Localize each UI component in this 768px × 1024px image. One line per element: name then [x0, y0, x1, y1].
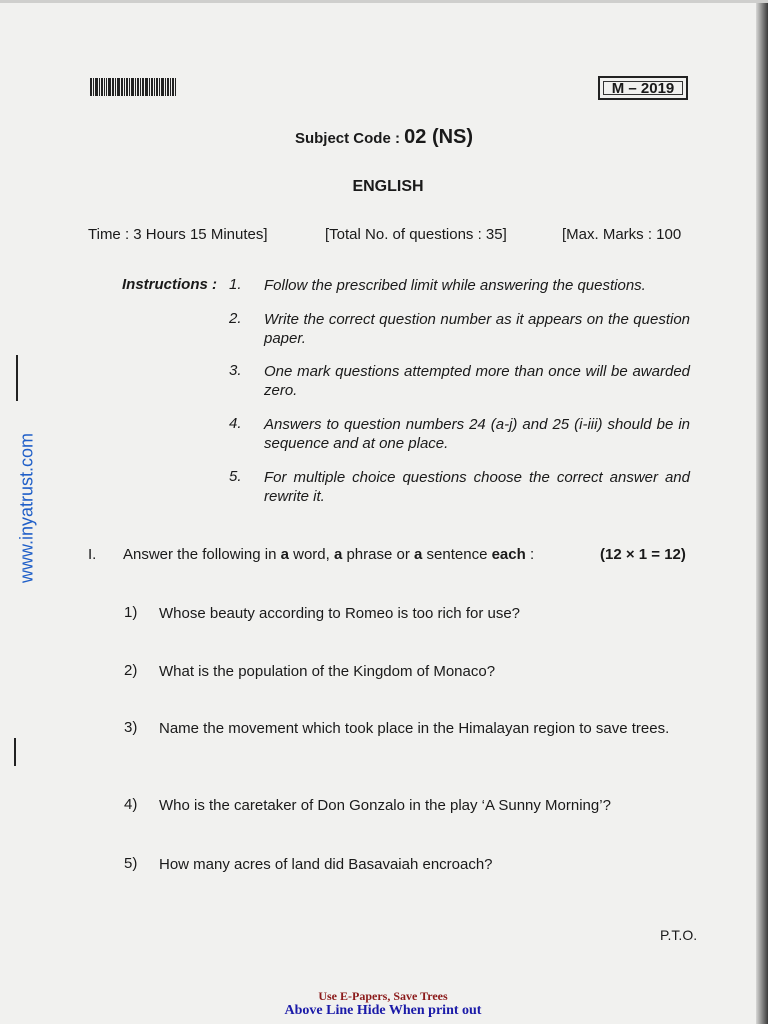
subject-code-label: Subject Code : — [294, 130, 400, 147]
subject-title: ENGLISH — [352, 178, 424, 195]
page-edge-top — [0, 0, 768, 3]
time-info: Time : 3 Hours 15 Minutes] — [88, 226, 268, 243]
page-edge-right — [756, 0, 768, 1024]
instruction-number: 5. — [229, 468, 242, 485]
footer-line-2: Above Line Hide When print out — [284, 1003, 482, 1018]
question-text: How many acres of land did Basavaiah encroach? — [159, 856, 493, 873]
margin-mark-bottom — [14, 738, 16, 766]
instruction-number: 2. — [229, 310, 242, 327]
question-text: What is the population of the Kingdom of Monaco? — [159, 663, 496, 680]
please-turn-over: P.T.O. — [660, 927, 698, 943]
section-number: I. — [88, 546, 97, 563]
instructions-label: Instructions : — [122, 276, 218, 293]
exam-code: M – 2019 — [611, 79, 675, 97]
question-text: Whose beauty according to Romeo is too rich for use? — [159, 605, 521, 622]
subject-code-value: 02 (NS) — [404, 126, 474, 148]
instruction-text: For multiple choice questions choose the correct answer and rewrite it. — [264, 469, 690, 505]
question-number: 5) — [124, 855, 138, 872]
barcode — [90, 78, 188, 96]
subject-code-line — [0, 126, 768, 149]
max-marks-info: [Max. Marks : 100 — [562, 226, 682, 243]
question-number: 4) — [124, 796, 138, 813]
question-text: Name the movement which took place in the Himalayan region to save trees. — [159, 720, 670, 737]
exam-code-box — [598, 76, 688, 100]
margin-mark-top — [16, 355, 18, 401]
instruction-number: 3. — [229, 362, 242, 379]
footer-line-1: Use E-Papers, Save Trees — [318, 989, 448, 1003]
watermark-url[interactable]: www.inyatrust.com — [16, 432, 37, 584]
instruction-text: Answers to question numbers 24 (a-j) and 25 (i-iii) should be in sequence and at one place. — [264, 416, 690, 452]
question-number: 2) — [124, 662, 138, 679]
instruction-text: One mark questions attempted more than once will be awarded zero. — [264, 363, 690, 399]
instruction-text: Write the correct question number as it appears on the question paper. — [264, 311, 690, 347]
instruction-number: 4. — [229, 415, 242, 432]
section-marks: (12 × 1 = 12) — [600, 546, 686, 563]
question-number: 3) — [124, 719, 138, 736]
question-text: Who is the caretaker of Don Gonzalo in the play ‘A Sunny Morning’? — [159, 797, 611, 814]
section-instruction: Answer the following in a word, a phrase or a sentence each : — [123, 546, 535, 563]
total-questions-info: [Total No. of questions : 35] — [325, 226, 507, 243]
instruction-text: Follow the prescribed limit while answering the questions. — [264, 277, 646, 294]
question-number: 1) — [124, 604, 138, 621]
instruction-number: 1. — [229, 276, 242, 293]
